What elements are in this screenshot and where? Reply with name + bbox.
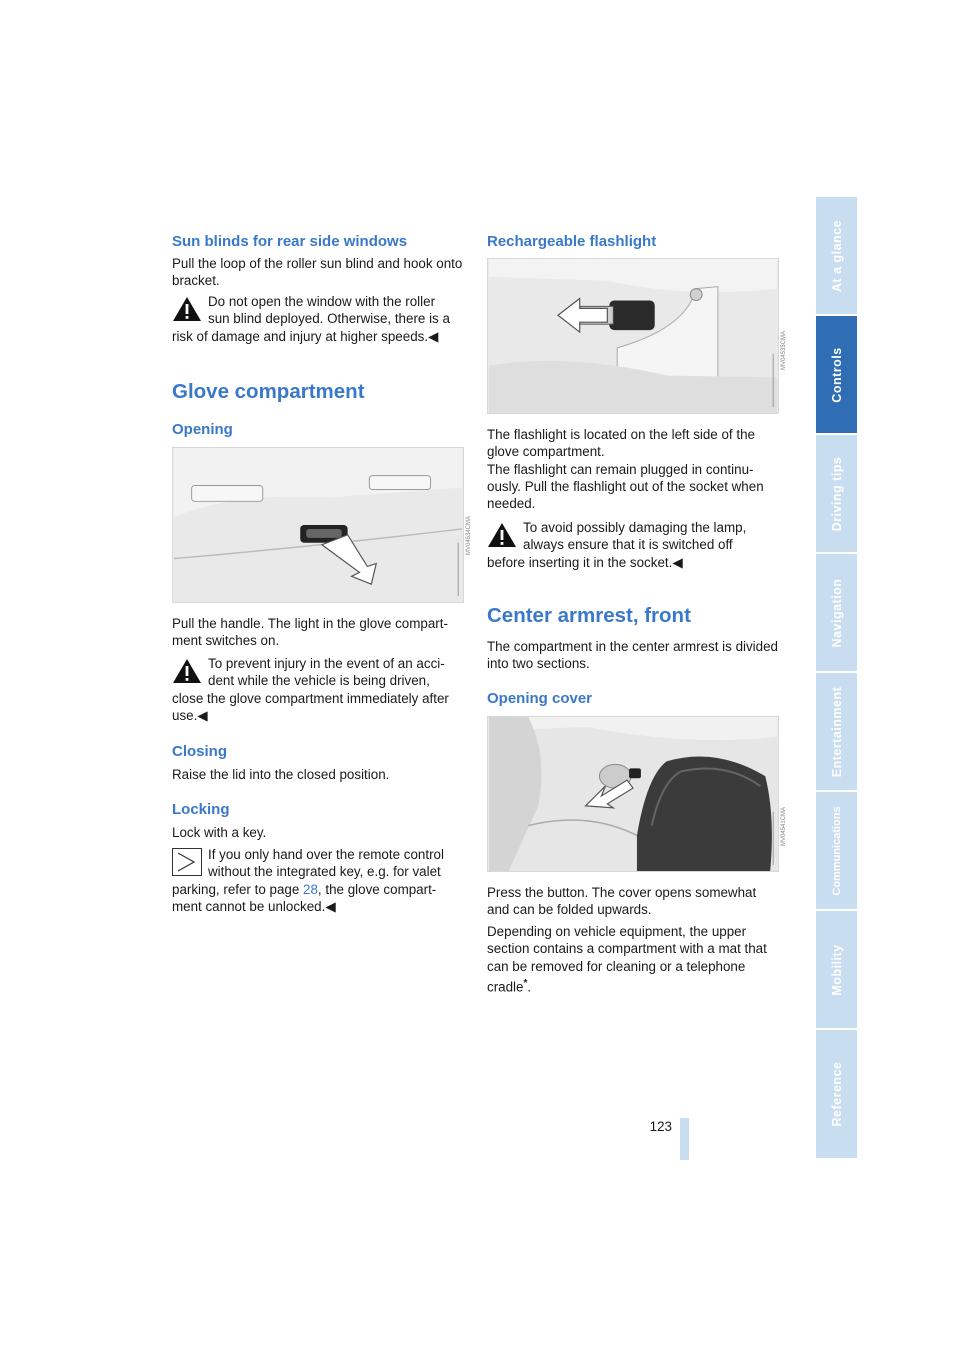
closing-heading: Closing [172, 743, 227, 760]
sun-blinds-text: Pull the loop of the roller sun blind and hook onto bracket. [172, 256, 463, 289]
glove-compartment-figure [172, 447, 464, 603]
armrest-text: The compartment in the center armrest is divided into two sections. [487, 639, 778, 672]
locking-text: Lock with a key. [172, 825, 267, 840]
opening-warning: To prevent injury in the event of an acci- dent while the vehicle is being driven, close the glove compartment immediately after use.◀ [172, 656, 449, 723]
tab-communications[interactable]: Communications [816, 792, 857, 911]
figure-code: MV04534CMA [466, 515, 472, 555]
note-icon [172, 848, 202, 876]
page-number: 123 [649, 1119, 672, 1134]
page-link[interactable]: 28 [303, 881, 318, 897]
opening-cover-heading: Opening cover [487, 690, 593, 707]
armrest-figure [487, 716, 779, 872]
figure-code: MV04535CMA [781, 330, 787, 370]
locking-note: If you only hand over the remote control without the integrated key, e.g. for valet parking, refer to page 28, the glove compart-ment cannot be unlocked.◀ [172, 847, 444, 914]
tab-mobility[interactable]: Mobility [816, 911, 857, 1030]
closing-text: Raise the lid into the closed position. [172, 767, 390, 782]
opening-text: Pull the handle. The light in the glove compart-ment switches on. [172, 616, 448, 649]
tab-reference[interactable]: Reference [816, 1030, 857, 1160]
tab-controls[interactable]: Controls [816, 316, 857, 435]
center-armrest-heading: Center armrest, front [487, 604, 691, 627]
locking-heading: Locking [172, 801, 230, 818]
glove-compartment-illustration [173, 448, 463, 602]
warning-icon [487, 521, 517, 549]
glove-compartment-heading: Glove compartment [172, 380, 365, 403]
sun-blinds-heading: Sun blinds for rear side windows [172, 233, 408, 250]
flashlight-heading: Rechargeable flashlight [487, 233, 657, 250]
flashlight-figure [487, 258, 779, 414]
tab-driving-tips[interactable]: Driving tips [816, 435, 857, 554]
optional-equipment-star: * [523, 977, 528, 989]
tab-navigation[interactable]: Navigation [816, 554, 857, 673]
tab-at-a-glance[interactable]: At a glance [816, 197, 857, 316]
cover-text-2: Depending on vehicle equipment, the upper section contains a compartment with a mat that can be removed for cleaning or a telephone cradle*. [487, 924, 767, 995]
tab-entertainment[interactable]: Entertainment [816, 673, 857, 792]
flashlight-illustration [488, 259, 778, 413]
page-marker-bar [680, 1118, 689, 1160]
figure-code: MV04541CMA [781, 806, 787, 846]
opening-heading: Opening [172, 421, 233, 438]
sun-blinds-warning: Do not open the window with the roller sun blind deployed. Otherwise, there is a risk of damage and injury at higher speeds.◀ [172, 294, 450, 344]
warning-icon [172, 657, 202, 685]
flashlight-warning: To avoid possibly damaging the lamp, always ensure that it is switched off before inserting it in the socket.◀ [487, 520, 747, 570]
cover-text-1: Press the button. The cover opens somewhat and can be folded upwards. [487, 885, 757, 918]
warning-icon [172, 295, 202, 323]
chapter-tabs [816, 197, 857, 1160]
armrest-illustration [488, 717, 778, 871]
flashlight-text: The flashlight is located on the left side of the glove compartment. The flashlight can remain plugged in continu-ously. Pull the flashlight out of the socket when needed. [487, 427, 764, 512]
